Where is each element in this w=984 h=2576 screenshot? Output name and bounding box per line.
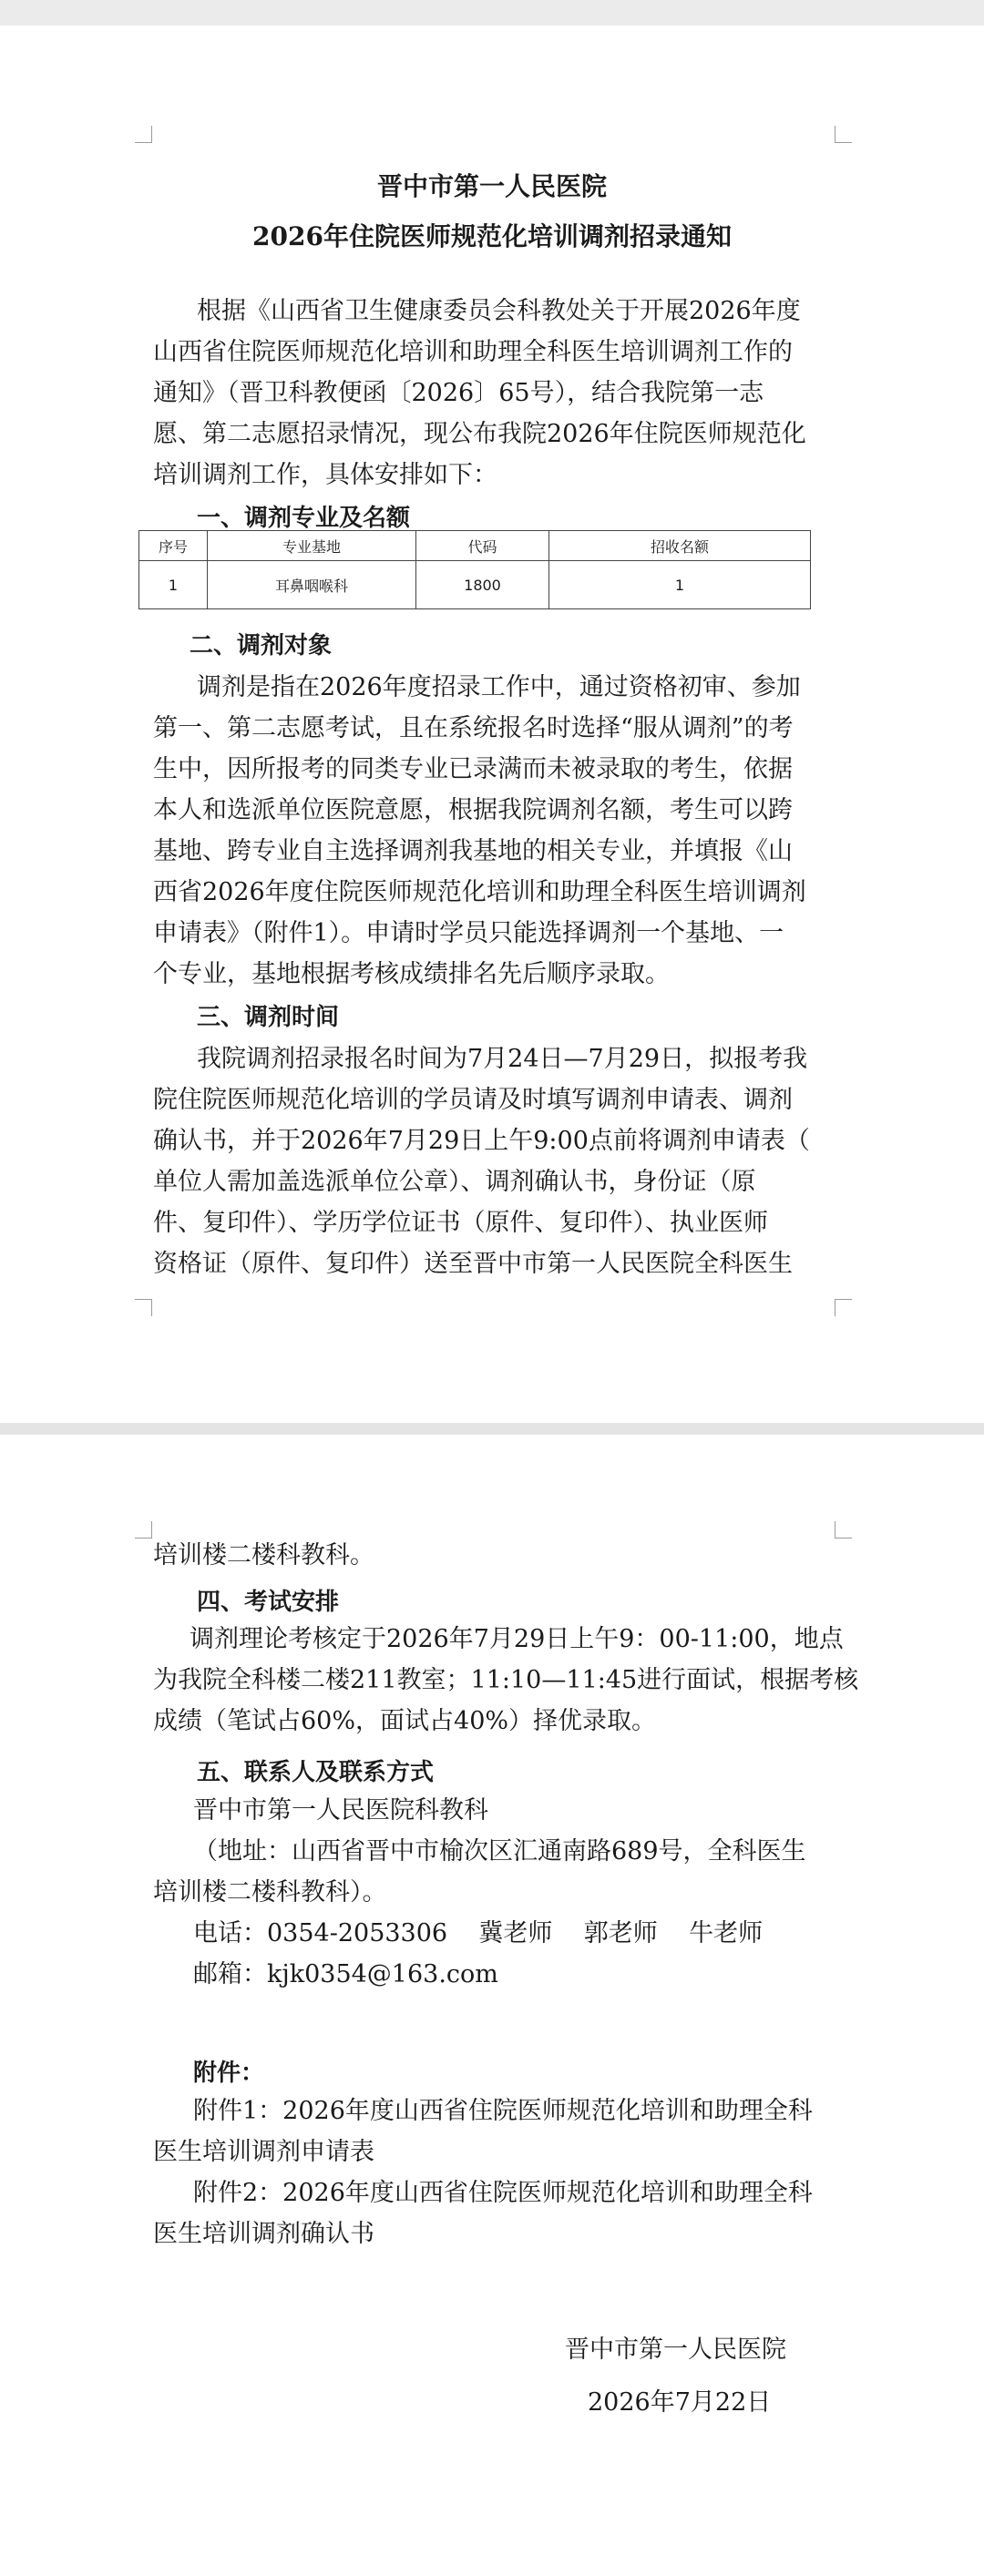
section2-line: 个专业，基地根据考核成绩排名先后顺序录取。 xyxy=(153,960,670,988)
section4-paragraph xyxy=(153,1619,858,1742)
section2-paragraph xyxy=(153,667,806,995)
table-cell: 1 xyxy=(139,561,208,609)
intro-line: 根据《山西省卫生健康委员会科教处关于开展2026年度 xyxy=(197,297,801,325)
document-subtitle: 2026年住院医师规范化培训调剂招录通知 xyxy=(252,221,732,251)
contact-phone: 电话：0354-2053306 冀老师 郭老师 牛老师 xyxy=(193,1919,764,1947)
contact-line: （地址：山西省晋中市榆次区汇通南路689号，全科医生 xyxy=(193,1837,806,1866)
contact-line: 晋中市第一人民医院科教科 xyxy=(193,1796,488,1825)
section3-line: 单位人需加盖选派单位公章）、调剂确认书，身份证（原 xyxy=(153,1168,756,1196)
table-cell: 1 xyxy=(549,561,811,609)
section-heading: 五、联系人及联系方式 xyxy=(197,1759,435,1786)
section2-line: 申请表》（附件1）。申请时学员只能选择调剂一个基地、一 xyxy=(153,919,784,947)
section3-line: 我院调剂招录报名时间为7月24日—7月29日，拟报考我 xyxy=(197,1045,808,1073)
table-header-cell: 专业基地 xyxy=(208,531,416,561)
table-header-row xyxy=(139,531,811,561)
crop-mark xyxy=(835,1521,852,1538)
intro-line: 愿、第二志愿招录情况，现公布我院2026年住院医师规范化 xyxy=(153,420,806,448)
document-page-1 xyxy=(0,26,984,1423)
section3-line: 确认书，并于2026年7月29日上午9:00点前将调剂申请表（ xyxy=(153,1127,810,1155)
crop-mark xyxy=(835,1299,852,1316)
section-heading: 三、调剂时间 xyxy=(197,1004,340,1031)
section-heading: 一、调剂专业及名额 xyxy=(197,505,411,532)
section3-line: 院住院医师规范化培训的学员请及时填写调剂申请表、调剂 xyxy=(153,1086,793,1114)
quota-table xyxy=(138,530,811,609)
document-page-2 xyxy=(0,1435,984,2576)
section-heading: 四、考试安排 xyxy=(197,1589,340,1616)
intro-paragraph xyxy=(153,291,806,496)
attachment-line: 附件2：2026年度山西省住院医师规范化培训和助理全科 xyxy=(193,2179,813,2207)
section3-line: 件、复印件）、学历学位证书（原件、复印件）、执业医师 xyxy=(153,1209,768,1237)
table-cell: 1800 xyxy=(416,561,549,609)
section2-line: 生中，因所报考的同类专业已录满而未被录取的考生，依据 xyxy=(153,755,793,783)
crop-mark xyxy=(135,126,152,143)
table-header-cell: 招收名额 xyxy=(549,531,811,561)
intro-line: 培训调剂工作，具体安排如下： xyxy=(153,461,497,489)
section4-line: 为我院全科楼二楼211教室；11:10—11:45进行面试，根据考核 xyxy=(153,1666,859,1694)
section3-paragraph xyxy=(153,1038,810,1284)
page-separator xyxy=(0,1423,984,1435)
signature-organization: 晋中市第一人民医院 xyxy=(565,2336,786,2364)
attachments-list xyxy=(153,2090,813,2254)
attachments-heading: 附件： xyxy=(193,2060,265,2087)
intro-line: 山西省住院医师规范化培训和助理全科医生培训调剂工作的 xyxy=(153,338,793,366)
section4-line: 调剂理论考核定于2026年7月29日上午9：00-11:00，地点 xyxy=(190,1625,844,1653)
section2-line: 基地、跨专业自主选择调剂我基地的相关专业，并填报《山 xyxy=(153,837,793,865)
attachment-line: 医生培训调剂确认书 xyxy=(153,2220,374,2248)
signature-date: 2026年7月22日 xyxy=(588,2388,772,2417)
crop-mark xyxy=(135,1299,152,1316)
attachment-line: 医生培训调剂申请表 xyxy=(153,2138,374,2166)
section2-line: 调剂是指在2026年度招录工作中，通过资格初审、参加 xyxy=(197,673,801,701)
section-heading: 二、调剂对象 xyxy=(190,632,333,659)
section2-line: 第一、第二志愿考试，且在系统报名时选择“服从调剂”的考 xyxy=(153,714,794,742)
contact-email: 邮箱：kjk0354@163.com xyxy=(193,1960,498,1988)
contact-paragraph xyxy=(153,1790,806,1995)
contact-line: 培训楼二楼科教科）。 xyxy=(153,1878,387,1906)
continuation-paragraph xyxy=(153,1535,374,1576)
table-cell: 耳鼻咽喉科 xyxy=(208,561,416,609)
attachment-line: 附件1：2026年度山西省住院医师规范化培训和助理全科 xyxy=(193,2097,813,2125)
table-row xyxy=(139,561,811,609)
crop-mark xyxy=(835,126,852,143)
section2-line: 本人和选派单位医院意愿，根据我院调剂名额，考生可以跨 xyxy=(153,796,793,824)
section3-line: 资格证（原件、复印件）送至晋中市第一人民医院全科医生 xyxy=(153,1250,793,1278)
continuation-line: 培训楼二楼科教科。 xyxy=(153,1541,374,1569)
section4-line: 成绩（笔试占60%，面试占40%）择优录取。 xyxy=(153,1707,657,1735)
crop-mark xyxy=(135,1521,152,1538)
intro-line: 通知》（晋卫科教便函〔2026〕65号），结合我院第一志 xyxy=(153,379,764,407)
section2-line: 西省2026年度住院医师规范化培训和助理全科医生培训调剂 xyxy=(153,878,806,906)
document-title: 晋中市第一人民医院 xyxy=(376,171,607,201)
table-header-cell: 序号 xyxy=(139,531,208,561)
table-header-cell: 代码 xyxy=(416,531,549,561)
